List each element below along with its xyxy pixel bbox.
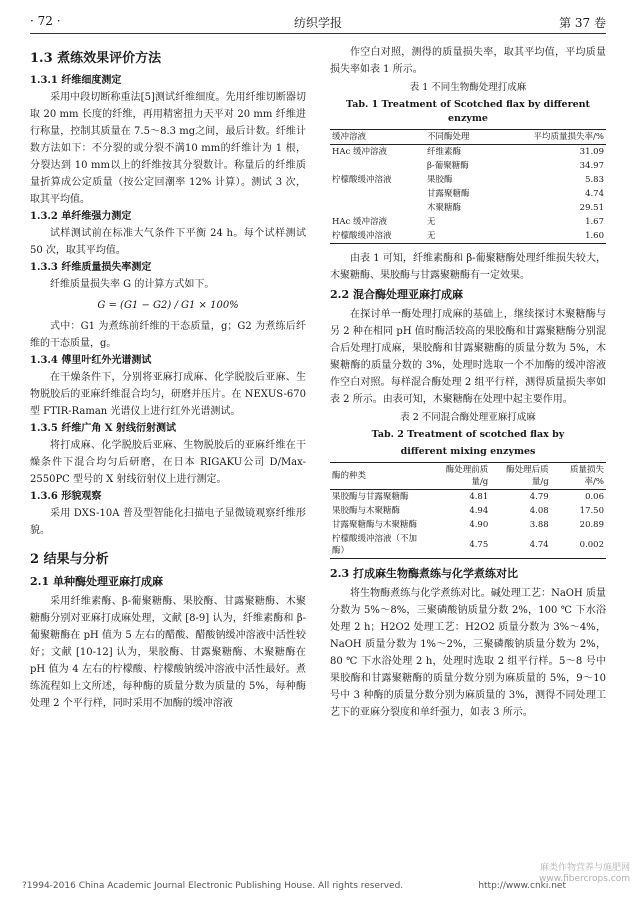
volume-label: 第 37 卷 [559,16,606,30]
table-row [330,145,606,160]
table-row [330,201,606,215]
table-2 [330,462,606,559]
table-row [330,518,606,532]
table-cell: 4.74 [529,540,549,550]
table-2-header-row [330,463,606,490]
table-cell: HAc 缓冲溶液 [332,217,388,227]
table-cell [330,159,425,173]
table-cell: 纤维素酶 [427,147,462,157]
table-cell: 3.88 [529,520,549,530]
table-cell: β-葡聚糖酶 [427,161,469,171]
table-2-caption-en-line1: Tab. 2 Treatment of scotched flax by [371,429,565,440]
section-2-2-text: 在探讨单一酶处理打成麻的基础上，继续探讨木聚糖酶与另 2 种在相同 pH 值时酶活较高的果胶酶和甘露聚糖酶分别混合后处理打成麻，果胶酶和甘露聚糖酶的质量分数为 5%，木聚糖酶的质量分数的 3%，处理时选取一个不加酶的缓冲溶液作空白对照。每样混合酶处理 2 组平行样，测得质量损失率如表 2 所示。由表可知，木聚糖酶在处理中起主要作用。 [330,309,606,405]
section-1-3-5-heading: 1.3.5 纤维广角 X 射线衍射测试 [30,423,177,434]
table-cell [330,187,425,201]
section-2-3-heading: 2.3 打成麻生物酶煮练与化学煮练对比 [330,567,518,580]
site-watermark [539,863,630,885]
table-cell: 1.60 [585,231,604,241]
table-cell: 无 [427,231,436,241]
section-1-3-heading: 1.3 煮练效果评价方法 [30,51,162,66]
page-header [30,12,606,34]
table-cell: 果胶酶 [427,175,453,185]
formula-explanation: 式中：G1 为煮练前纤维的干态质量，g；G2 为煮练后纤维的干态质量，g。 [30,321,306,349]
table-cell: 木聚糖酶 [427,203,462,213]
table-cell: 4.79 [529,492,549,502]
watermark-line-2: www.fibercrops.com [539,874,630,884]
right-column [330,44,606,721]
table-1-discussion: 由表 1 可知，纤维素酶和 β-葡聚糖酶处理纤维损失较大，木聚糖酶、果胶酶与甘露聚糖酶有一定效果。 [330,253,606,281]
table-2-header-cell: 质量损失率/% [569,465,604,487]
table-1-header-cell: 不同酶处理 [427,132,470,142]
table-1-header-cell: 缓冲溶液 [332,132,367,142]
table-cell: 柠檬酸缓冲溶液 [332,231,392,241]
table-cell: 甘露聚糖酶与木聚糖酶 [332,520,418,530]
mass-loss-formula: G = (G1 − G2) / G1 × 100% [97,300,239,311]
table-1-caption-en: Tab. 1 Treatment of Scotched flax by different enzyme [346,99,590,124]
section-1-3-2-text: 试样测试前在标准大气条件下平衡 24 h。每个试样测试 50 次，取其平均值。 [30,228,306,256]
section-1-3-3-heading: 1.3.3 纤维质量损失率测定 [30,262,152,273]
section-1-3-3-intro: 纤维质量损失率 G 的计算方式如下。 [50,279,215,290]
copyright-notice: ?1994-2016 China Academic Journal Electronic Publishing House. All rights reserved. [22,881,404,891]
table-cell: 31.09 [579,147,604,157]
cnki-link[interactable]: http://www.cnki.net [478,881,566,891]
table-1-header-cell: 平均质量损失率/% [533,132,604,142]
table-cell: 17.50 [579,506,604,516]
table-1 [330,129,606,244]
table-cell: 34.97 [579,161,604,171]
watermark-line-1: 麻类作物营养与施肥网 [539,863,630,873]
table-cell: 果胶酶与甘露聚糖酶 [332,492,409,502]
section-1-3-1-heading: 1.3.1 纤维细度测定 [30,75,122,86]
continued-paragraph: 作空白对照，测得的质量损失率，取其平均值，平均质量损失率如表 1 所示。 [330,47,606,75]
section-1-3-6-heading: 1.3.6 形貌观察 [30,491,102,502]
table-1-caption-cn: 表 1 不同生物酶处理打成麻 [409,82,527,93]
section-1-3-5-text: 将打成麻、化学脱胶后亚麻、生物脱胶后的亚麻纤维在干燥条件下混合均匀后研磨，在日本 RIGAKU公司 D/Max-2550PC 型号的 X 射线衍射仪上进行测定。 [30,440,306,485]
table-cell: 4.81 [469,492,489,502]
table-2-caption-en-line2: different mixing enzymes [400,446,536,457]
table-row [330,229,606,244]
section-2-1-heading: 2.1 单种酶处理亚麻打成麻 [30,575,163,588]
table-cell: 1.67 [585,217,604,227]
table-row [330,215,606,229]
section-2-heading: 2 结果与分析 [30,552,109,567]
table-2-caption-cn: 表 2 不同混合酶处理亚麻打成麻 [400,412,536,423]
table-row [330,173,606,187]
section-1-3-1-text: 采用中段切断称重法[5]测试纤维细度。先用纤维切断器切取 20 mm 长度的纤维，再用精密扭力天平对 20 mm 纤维进行称量，控制其质量在 7.5～8.3 mg之间，最后计数。纤维计数方法如下：不分裂的或分裂不满10 mm的纤维计为 1 根，分裂达到 10 mm以上的纤维按其分裂数计。称量后的纤维质量折算成公定质量（按公定回潮率 12% 计算）。测试 3 次，取其平均值。 [30,92,306,205]
section-1-3-4-heading: 1.3.4 傅里叶红外光谱测试 [30,355,152,366]
table-cell: 20.89 [579,520,604,530]
section-1-3-6-text: 采用 DXS-10A 普及型智能化扫描电子显微镜观察纤维形貌。 [30,508,306,536]
section-1-3-4-text: 在干燥条件下，分别将亚麻打成麻、化学脱胶后亚麻、生物脱胶后的亚麻纤维混合均匀，研磨并压片。在 NEXUS-670 型 FTIR-Raman 光谱仪上进行红外光谱测试。 [30,372,306,417]
table-cell: 4.75 [469,540,489,550]
table-row [330,504,606,518]
table-cell: 4.74 [585,189,604,199]
table-cell: 4.90 [469,520,489,530]
section-2-3-text: 将生物酶煮练与化学煮练对比。碱处理工艺：NaOH 质量分数为 5%～8%，三聚磷酸钠质量分数 2%，100 ℃ 下水浴处理 2 h；H2O2 处理工艺：H2O2 质量分数为 3%～4%，NaOH 质量分数为 1%～2%，三聚磷酸钠质量分数为 2%，80 ℃ 下水浴处理 2 h，处理时选取 2 组平行样。5～8 号中果胶酶和甘露聚糖酶的质量分数分别为麻质量的 5%，9～10 号中 3 种酶的质量分数分别为麻质量的 3%，测得不同处理工艺下的亚麻分裂度和单纤强力，如表 3 所示。 [330,588,606,718]
table-2-header-cell: 酶处理前质量/g [445,465,489,487]
table-cell: 5.83 [585,175,604,185]
table-2-header-cell: 酶处理后质量/g [506,465,549,487]
table-cell: 29.51 [579,203,604,213]
table-cell: 柠檬酸缓冲溶液（不加酶） [332,534,418,556]
section-2-2-heading: 2.2 混合酶处理亚麻打成麻 [330,288,463,301]
table-cell: HAc 缓冲溶液 [332,147,388,157]
table-cell: 4.94 [469,506,489,516]
table-cell: 甘露聚糖酶 [427,189,470,199]
table-row [330,532,606,559]
table-2-header-cell: 酶的种类 [332,471,367,481]
section-2-1-text: 采用纤维素酶、β-葡聚糖酶、果胶酶、甘露聚糖酶、木聚糖酶分别对亚麻打成麻处理，文献 [8-9] 认为，纤维素酶和 β-葡聚糖酶在 pH 值为 5 左右的醋酸、醋酸钠缓冲溶液中活性较好；文献 [10-12] 认为，果胶酶、甘露聚糖酶、木聚糖酶在 pH 值为 4 左右的柠檬酸、柠檬酸钠缓冲溶液中活性最好。煮练流程如上文所述，每种酶的质量分数为质量的 5%，每种酶处理 2 个平行样，同时采用不加酶的缓冲溶液 [30,596,306,709]
table-1-header-row [330,130,606,145]
table-cell: 无 [427,217,436,227]
table-cell: 0.06 [585,492,604,502]
section-1-3-2-heading: 1.3.2 单纤维强力测定 [30,211,132,222]
table-cell [330,201,425,215]
table-row [330,490,606,505]
table-cell: 0.002 [579,540,604,550]
table-row [330,187,606,201]
page-number: · 72 · [30,14,61,28]
left-column [30,44,306,712]
table-cell: 4.08 [529,506,549,516]
table-cell: 柠檬酸缓冲溶液 [332,175,392,185]
table-row [330,159,606,173]
table-cell: 果胶酶与木聚糖酶 [332,506,401,516]
journal-name: 纺织学报 [293,16,342,30]
